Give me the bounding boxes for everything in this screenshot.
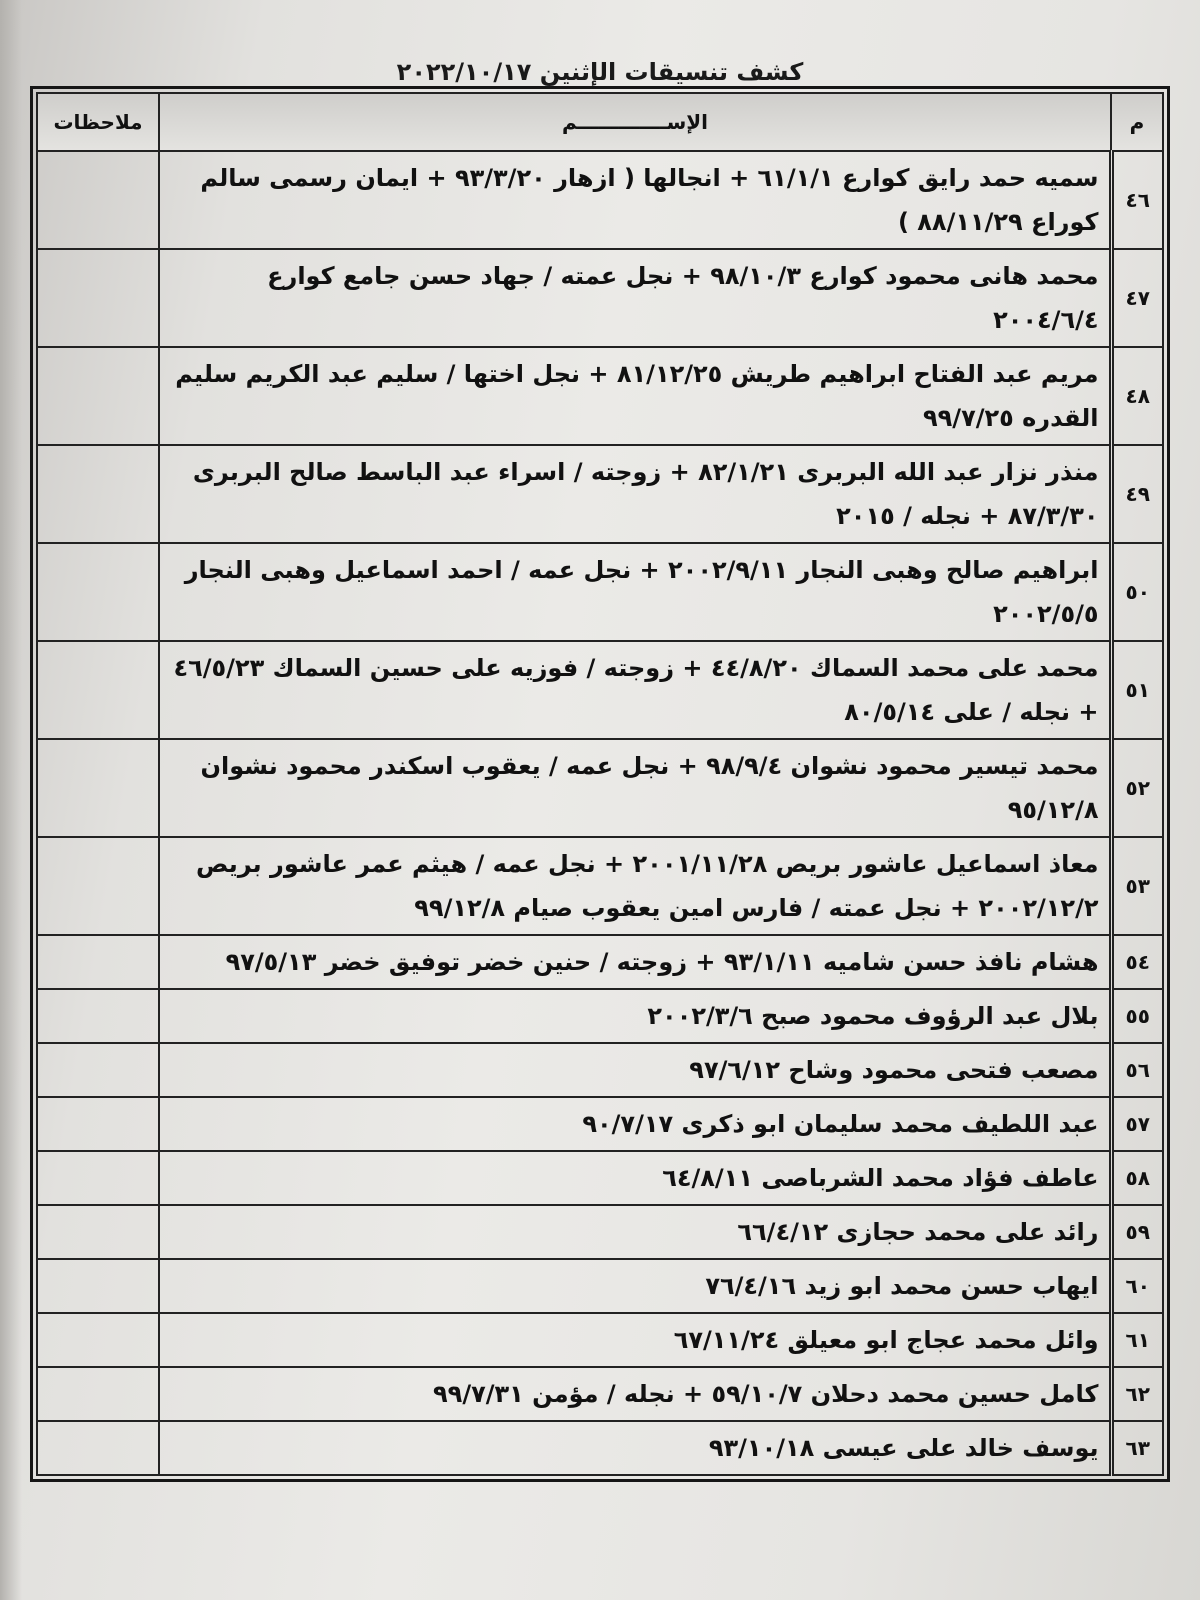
table-row — [37, 1367, 1163, 1421]
row-name: معاذ اسماعيل عاشور بريص ٢٠٠١/١١/٢٨ + نجل عمه / هيثم عمر عاشور بريص ٢٠٠٢/١٢/٢ + نجل عمته / فارس امين يعقوب صيام ٩٩/١٢/٨ — [159, 837, 1111, 935]
row-number: ٥٢ — [1111, 739, 1163, 837]
table-row — [37, 1205, 1163, 1259]
row-name: مصعب فتحى محمود وشاح ٩٧/٦/١٢ — [159, 1043, 1111, 1097]
row-notes — [37, 935, 159, 989]
row-notes — [37, 641, 159, 739]
row-notes — [37, 151, 159, 249]
row-number: ٥٨ — [1111, 1151, 1163, 1205]
table-row — [37, 1421, 1163, 1475]
row-number: ٤٨ — [1111, 347, 1163, 445]
header-name: الإســـــــــــــم — [159, 93, 1111, 151]
row-number: ٥٥ — [1111, 989, 1163, 1043]
row-number: ٤٧ — [1111, 249, 1163, 347]
table-row — [37, 641, 1163, 739]
header-number: م — [1111, 93, 1163, 151]
row-notes — [37, 445, 159, 543]
row-name: عبد اللطيف محمد سليمان ابو ذكرى ٩٠/٧/١٧ — [159, 1097, 1111, 1151]
page-edge-shadow — [0, 0, 22, 1600]
row-notes — [37, 1151, 159, 1205]
table-row — [37, 989, 1163, 1043]
row-name: ابراهيم صالح وهبى النجار ٢٠٠٢/٩/١١ + نجل عمه / احمد اسماعيل وهبى النجار ٢٠٠٢/٥/٥ — [159, 543, 1111, 641]
row-notes — [37, 739, 159, 837]
row-number: ٦٣ — [1111, 1421, 1163, 1475]
table-row — [37, 151, 1163, 249]
header-notes: ملاحظات — [37, 93, 159, 151]
row-notes — [37, 1367, 159, 1421]
row-notes — [37, 347, 159, 445]
table-row — [37, 1097, 1163, 1151]
row-number: ٥٣ — [1111, 837, 1163, 935]
row-name: منذر نزار عبد الله البربرى ٨٢/١/٢١ + زوجته / اسراء عبد الباسط صالح البربرى ٨٧/٣/٣٠ + نجله / ٢٠١٥ — [159, 445, 1111, 543]
row-name: هشام نافذ حسن شاميه ٩٣/١/١١ + زوجته / حنين خضر توفيق خضر ٩٧/٥/١٣ — [159, 935, 1111, 989]
row-number: ٦٢ — [1111, 1367, 1163, 1421]
row-notes — [37, 1043, 159, 1097]
row-notes — [37, 1421, 159, 1475]
table-row — [37, 935, 1163, 989]
table-row — [37, 249, 1163, 347]
row-name: مريم عبد الفتاح ابراهيم طريش ٨١/١٢/٢٥ + نجل اختها / سليم عبد الكريم سليم القدره ٩٩/٧/٢٥ — [159, 347, 1111, 445]
row-number: ٥٦ — [1111, 1043, 1163, 1097]
row-name: محمد تيسير محمود نشوان ٩٨/٩/٤ + نجل عمه / يعقوب اسكندر محمود نشوان ٩٥/١٢/٨ — [159, 739, 1111, 837]
table-row — [37, 1151, 1163, 1205]
row-notes — [37, 1259, 159, 1313]
row-name: بلال عبد الرؤوف محمود صبح ٢٠٠٢/٣/٦ — [159, 989, 1111, 1043]
roster-table-frame — [30, 86, 1170, 1482]
table-row — [37, 1043, 1163, 1097]
row-number: ٥٧ — [1111, 1097, 1163, 1151]
table-row — [37, 1313, 1163, 1367]
document-title: كشف تنسيقات الإثنين ٢٠٢٢/١٠/١٧ — [396, 58, 804, 86]
row-notes — [37, 989, 159, 1043]
row-number: ٦١ — [1111, 1313, 1163, 1367]
row-notes — [37, 837, 159, 935]
table-row — [37, 739, 1163, 837]
table-row — [37, 1259, 1163, 1313]
row-name: وائل محمد عجاج ابو معيلق ٦٧/١١/٢٤ — [159, 1313, 1111, 1367]
row-notes — [37, 249, 159, 347]
row-number: ٥١ — [1111, 641, 1163, 739]
row-number: ٥٤ — [1111, 935, 1163, 989]
row-name: محمد هانى محمود كوارع ٩٨/١٠/٣ + نجل عمته / جهاد حسن جامع كوارع ٢٠٠٤/٦/٤ — [159, 249, 1111, 347]
row-notes — [37, 1313, 159, 1367]
row-name: ايهاب حسن محمد ابو زيد ٧٦/٤/١٦ — [159, 1259, 1111, 1313]
table-row — [37, 837, 1163, 935]
row-name: كامل حسين محمد دحلان ٥٩/١٠/٧ + نجله / مؤمن ٩٩/٧/٣١ — [159, 1367, 1111, 1421]
row-number: ٤٩ — [1111, 445, 1163, 543]
roster-table — [36, 92, 1164, 1476]
row-number: ٤٦ — [1111, 151, 1163, 249]
table-row — [37, 445, 1163, 543]
row-number: ٥٩ — [1111, 1205, 1163, 1259]
row-name: سميه حمد رايق كوارع ٦١/١/١ + انجالها ( ازهار ٩٣/٣/٢٠ + ايمان رسمى سالم كوراع ٨٨/١١/٢٩ ) — [159, 151, 1111, 249]
row-notes — [37, 543, 159, 641]
table-body — [37, 151, 1163, 1475]
row-number: ٦٠ — [1111, 1259, 1163, 1313]
table-row — [37, 543, 1163, 641]
row-number: ٥٠ — [1111, 543, 1163, 641]
row-name: عاطف فؤاد محمد الشرباصى ٦٤/٨/١١ — [159, 1151, 1111, 1205]
table-row — [37, 347, 1163, 445]
row-notes — [37, 1205, 159, 1259]
row-name: محمد على محمد السماك ٤٤/٨/٢٠ + زوجته / فوزيه على حسين السماك ٤٦/٥/٢٣ + نجله / على ٨٠/٥/١٤ — [159, 641, 1111, 739]
row-name: يوسف خالد على عيسى ٩٣/١٠/١٨ — [159, 1421, 1111, 1475]
row-notes — [37, 1097, 159, 1151]
table-header-row — [37, 93, 1163, 151]
row-name: رائد على محمد حجازى ٦٦/٤/١٢ — [159, 1205, 1111, 1259]
